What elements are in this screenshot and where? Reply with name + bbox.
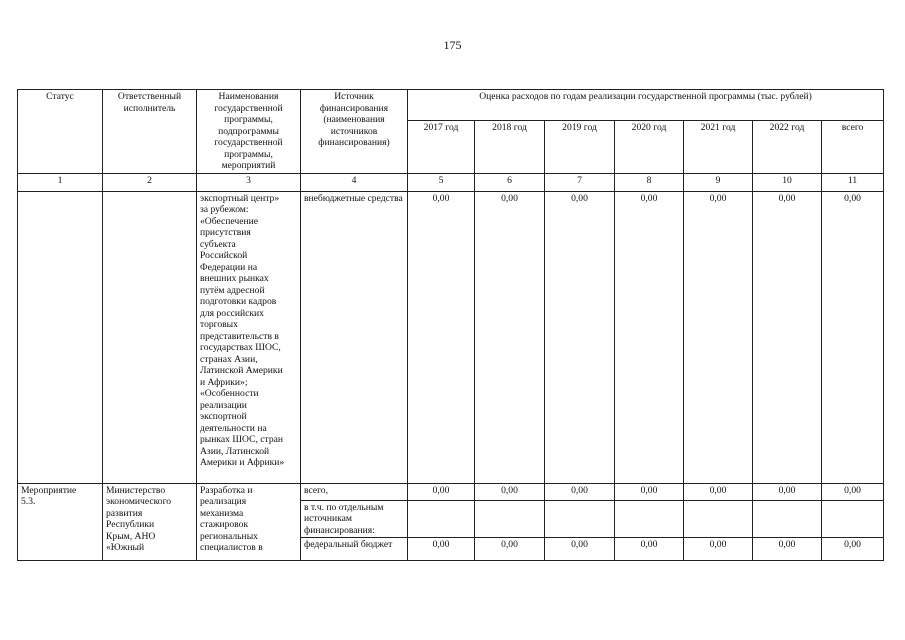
value-cell <box>753 500 822 538</box>
value-cell: 0,00 <box>545 538 615 561</box>
header-year: 2019 год <box>545 120 615 173</box>
value-cell: 0,00 <box>545 191 615 483</box>
value-cell: 0,00 <box>684 538 753 561</box>
column-number: 5 <box>408 173 475 191</box>
value-cell: 0,00 <box>615 483 684 500</box>
value-cell: 0,00 <box>684 483 753 500</box>
value-cell <box>475 500 545 538</box>
value-cell: 0,00 <box>475 483 545 500</box>
source-cell: всего, <box>301 483 408 500</box>
total-cell: 0,00 <box>822 191 884 483</box>
header-status: Статус <box>18 90 103 174</box>
value-cell: 0,00 <box>408 191 475 483</box>
value-cell: 0,00 <box>545 483 615 500</box>
header-names: Наименования государственной программы, подпрограммы государственной программы, мероприятий <box>197 90 301 174</box>
value-cell: 0,00 <box>753 483 822 500</box>
header-year: 2022 год <box>753 120 822 173</box>
total-cell <box>822 500 884 538</box>
budget-table <box>17 89 884 561</box>
source-cell: федеральный бюджет <box>301 538 408 561</box>
column-number: 9 <box>684 173 753 191</box>
value-cell <box>684 500 753 538</box>
value-cell: 0,00 <box>615 191 684 483</box>
header-source: Источник финансирования (наименования источников финансирования) <box>301 90 408 174</box>
value-cell <box>545 500 615 538</box>
header-year: 2018 год <box>475 120 545 173</box>
value-cell: 0,00 <box>753 191 822 483</box>
value-cell: 0,00 <box>684 191 753 483</box>
value-cell: 0,00 <box>475 191 545 483</box>
source-cell: внебюджетные средства <box>301 191 408 483</box>
header-year: 2020 год <box>615 120 684 173</box>
column-number: 7 <box>545 173 615 191</box>
column-number: 10 <box>753 173 822 191</box>
page-number: 175 <box>443 38 462 52</box>
value-cell <box>408 500 475 538</box>
header-year: 2021 год <box>684 120 753 173</box>
executor-cell: Министерство экономического развития Республики Крым, АНО «Южный <box>103 483 197 561</box>
column-number: 4 <box>301 173 408 191</box>
header-row <box>18 90 884 121</box>
measure-name-cell: экспортный центр» за рубежом: «Обеспечение присутствия субъекта Российской Федерации на внешних рынках путём адресной подготовки кадров для российских торговых представительств в государствах ШОС, странах Азии, Латинской Америки и Африки»; «Особенности реализации экспортной деятельности на рынках ШОС, стран Азии, Латинской Америки и Африки» <box>197 191 301 483</box>
column-number: 6 <box>475 173 545 191</box>
value-cell: 0,00 <box>615 538 684 561</box>
table-row <box>18 483 884 500</box>
source-cell: в т.ч. по отдельным источникам финансирования: <box>301 500 408 538</box>
column-number: 11 <box>822 173 884 191</box>
executor-cell <box>103 191 197 483</box>
status-cell: Мероприятие 5.3. <box>18 483 103 561</box>
measure-name-cell: Разработка и реализация механизма стажировок региональных специалистов в <box>197 483 301 561</box>
header-year: 2017 год <box>408 120 475 173</box>
column-number: 3 <box>197 173 301 191</box>
table-row <box>18 191 884 483</box>
header-executor: Ответственный исполнитель <box>103 90 197 174</box>
column-number: 8 <box>615 173 684 191</box>
column-number: 1 <box>18 173 103 191</box>
header-estimate: Оценка расходов по годам реализации государственной программы (тыс. рублей) <box>408 90 884 121</box>
value-cell <box>615 500 684 538</box>
column-numbers-row <box>18 173 884 191</box>
value-cell: 0,00 <box>753 538 822 561</box>
header-total: всего <box>822 120 884 173</box>
column-number: 2 <box>103 173 197 191</box>
value-cell: 0,00 <box>408 538 475 561</box>
total-cell: 0,00 <box>822 538 884 561</box>
status-cell <box>18 191 103 483</box>
value-cell: 0,00 <box>408 483 475 500</box>
value-cell: 0,00 <box>475 538 545 561</box>
total-cell: 0,00 <box>822 483 884 500</box>
